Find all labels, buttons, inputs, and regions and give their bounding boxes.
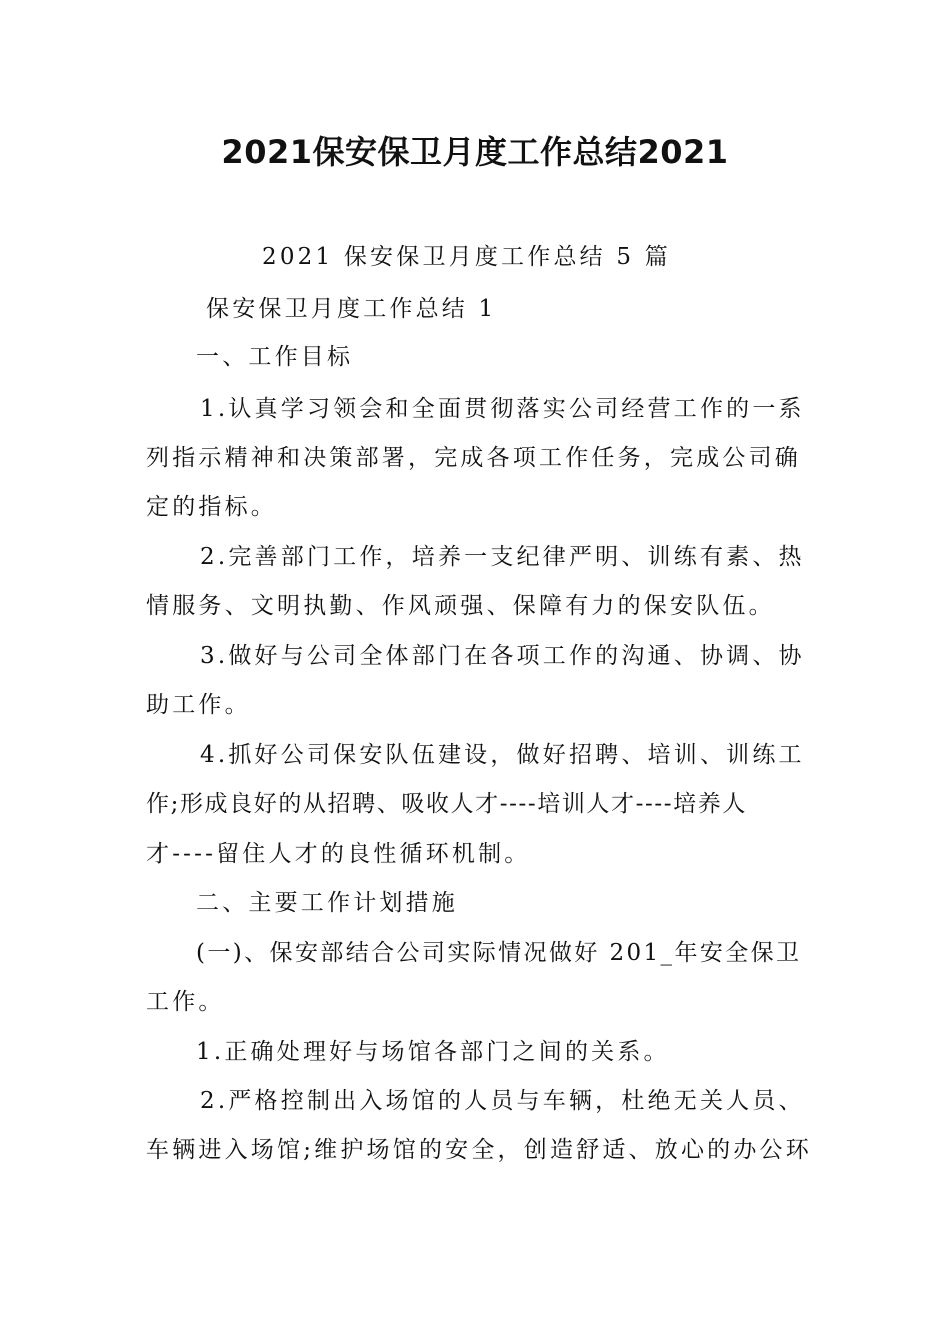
section-heading: 保安保卫月度工作总结 1 <box>206 296 497 322</box>
paragraph-line: 定的指标。 <box>146 494 277 520</box>
paragraph-line: 车辆进入场馆;维护场馆的安全，创造舒适、放心的办公环 <box>146 1137 812 1163</box>
paragraph-line: 列指示精神和决策部署，完成各项工作任务，完成公司确 <box>146 445 801 471</box>
paragraph-line: 1.正确处理好与场馆各部门之间的关系。 <box>196 1039 670 1065</box>
document-title: 2021保安保卫月度工作总结2021 <box>221 133 729 171</box>
heading-main-plan: 二、主要工作计划措施 <box>196 890 458 916</box>
heading-work-goals: 一、工作目标 <box>196 344 354 370</box>
paragraph-line: (一)、保安部结合公司实际情况做好 201_年安全保卫 <box>196 940 802 966</box>
paragraph-line: 助工作。 <box>146 692 251 718</box>
paragraph-line: 3.做好与公司全体部门在各项工作的沟通、协调、协 <box>200 643 805 669</box>
paragraph-line: 2.完善部门工作，培养一支纪律严明、训练有素、热 <box>200 544 805 570</box>
paragraph-line: 2.严格控制出入场馆的人员与车辆，杜绝无关人员、 <box>200 1088 805 1114</box>
paragraph-line: 作;形成良好的从招聘、吸收人才----培训人才----培养人 <box>146 791 747 817</box>
paragraph-line: 1.认真学习领会和全面贯彻落实公司经营工作的一系 <box>200 396 805 422</box>
paragraph-line: 情服务、文明执勤、作风顽强、保障有力的保安队伍。 <box>146 593 775 619</box>
paragraph-line: 才----留住人才的良性循环机制。 <box>146 841 531 867</box>
paragraph-line: 工作。 <box>146 989 225 1015</box>
paragraph-line: 4.抓好公司保安队伍建设，做好招聘、培训、训练工 <box>200 742 805 768</box>
subtitle: 2021 保安保卫月度工作总结 5 篇 <box>262 244 671 270</box>
